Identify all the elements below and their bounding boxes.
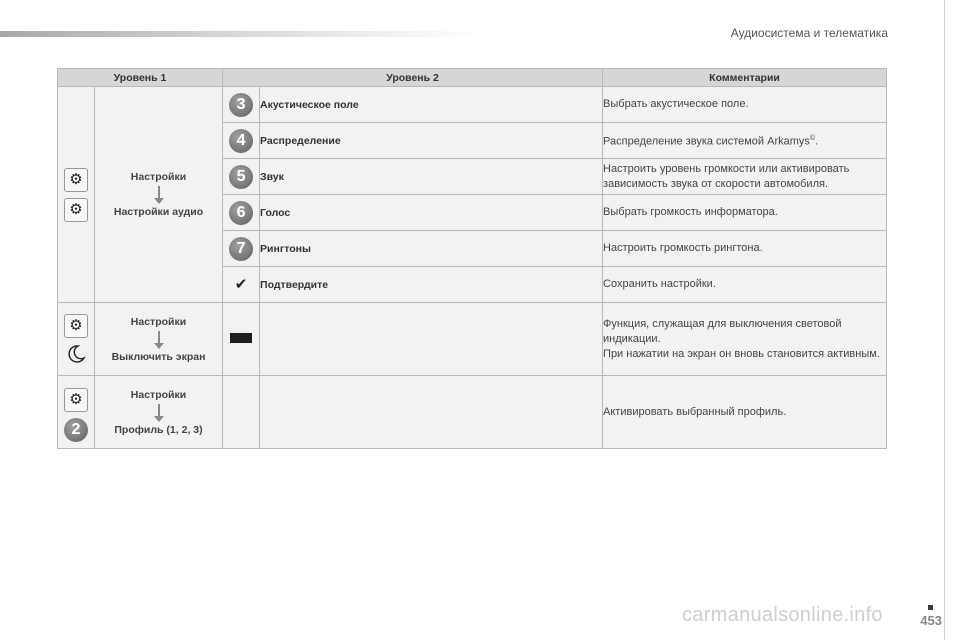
comment-text: Сохранить настройки.	[603, 267, 887, 303]
level2-label: Акустическое поле	[260, 87, 603, 123]
comment-text: Выбрать акустическое поле.	[603, 87, 887, 123]
table-row	[58, 87, 887, 123]
menu-label-audio-settings: Настройки аудио	[113, 206, 204, 218]
column-header-comments: Комментарии	[603, 69, 887, 87]
screen-off-icon	[230, 333, 252, 343]
empty-cell	[223, 376, 260, 449]
watermark: carmanualsonline.info	[682, 604, 883, 626]
gear-icon: ⚙	[64, 388, 88, 412]
audio-menu-path	[95, 87, 223, 303]
table-row	[58, 376, 887, 449]
menu-label-settings: Настройки	[130, 171, 187, 183]
column-header-level2: Уровень 2	[223, 69, 603, 87]
gear-icon: ⚙	[64, 168, 88, 192]
step-badge-icon: 2	[64, 418, 88, 442]
comment-text: Настроить громкость рингтона.	[603, 231, 887, 267]
comment-text: Настроить уровень громкости или активировать зависимость звука от скорости автомобиля.	[603, 159, 887, 195]
step-badge-icon: 4	[229, 129, 253, 153]
step-badge-icon: 6	[229, 201, 253, 225]
comment-text: Выбрать громкость информатора.	[603, 195, 887, 231]
audio-icons-cell	[58, 87, 95, 303]
column-header-level1: Уровень 1	[58, 69, 223, 87]
menu-label-screen-off: Выключить экран	[111, 350, 206, 363]
section-title: Аудиосистема и телематика	[730, 26, 888, 40]
menu-label-settings: Настройки	[130, 315, 187, 328]
menu-label-settings: Настройки	[130, 388, 187, 401]
profile-icons-cell	[58, 376, 95, 449]
level2-label: Рингтоны	[260, 231, 603, 267]
settings-table	[57, 68, 887, 449]
level2-label: Распределение	[260, 123, 603, 159]
profile-menu-path	[95, 376, 223, 449]
arrow-down-icon	[158, 404, 160, 418]
audio-settings-icon: ⚙	[64, 198, 88, 222]
step-badge-icon: 5	[229, 165, 253, 189]
arrow-down-icon	[158, 186, 160, 200]
level2-label: Звук	[260, 159, 603, 195]
right-margin-line	[944, 0, 945, 640]
level2-label: Подтвердите	[260, 267, 603, 303]
comment-text: Распределение звука системой Arkamys©.	[603, 123, 887, 159]
screen-menu-path	[95, 303, 223, 376]
page-marker	[928, 605, 933, 610]
table-row	[58, 303, 887, 376]
arrow-down-icon	[158, 331, 160, 345]
top-gradient-bar	[0, 31, 480, 37]
gear-icon: ⚙	[64, 314, 88, 338]
comment-text: Функция, служащая для выключения световой индикации. При нажатии на экран он вновь становится активным.	[603, 303, 887, 376]
page-number: 453	[920, 613, 942, 628]
screen-icons-cell	[58, 303, 95, 376]
level2-label-empty	[260, 376, 603, 449]
step-badge-icon: 7	[229, 237, 253, 261]
comment-text: Активировать выбранный профиль.	[603, 376, 887, 449]
moon-icon	[66, 344, 86, 364]
level2-label: Голос	[260, 195, 603, 231]
check-icon: ✔	[234, 276, 248, 293]
step-badge-icon: 3	[229, 93, 253, 117]
menu-label-profile: Профиль (1, 2, 3)	[114, 423, 203, 436]
level2-label-empty	[260, 303, 603, 376]
